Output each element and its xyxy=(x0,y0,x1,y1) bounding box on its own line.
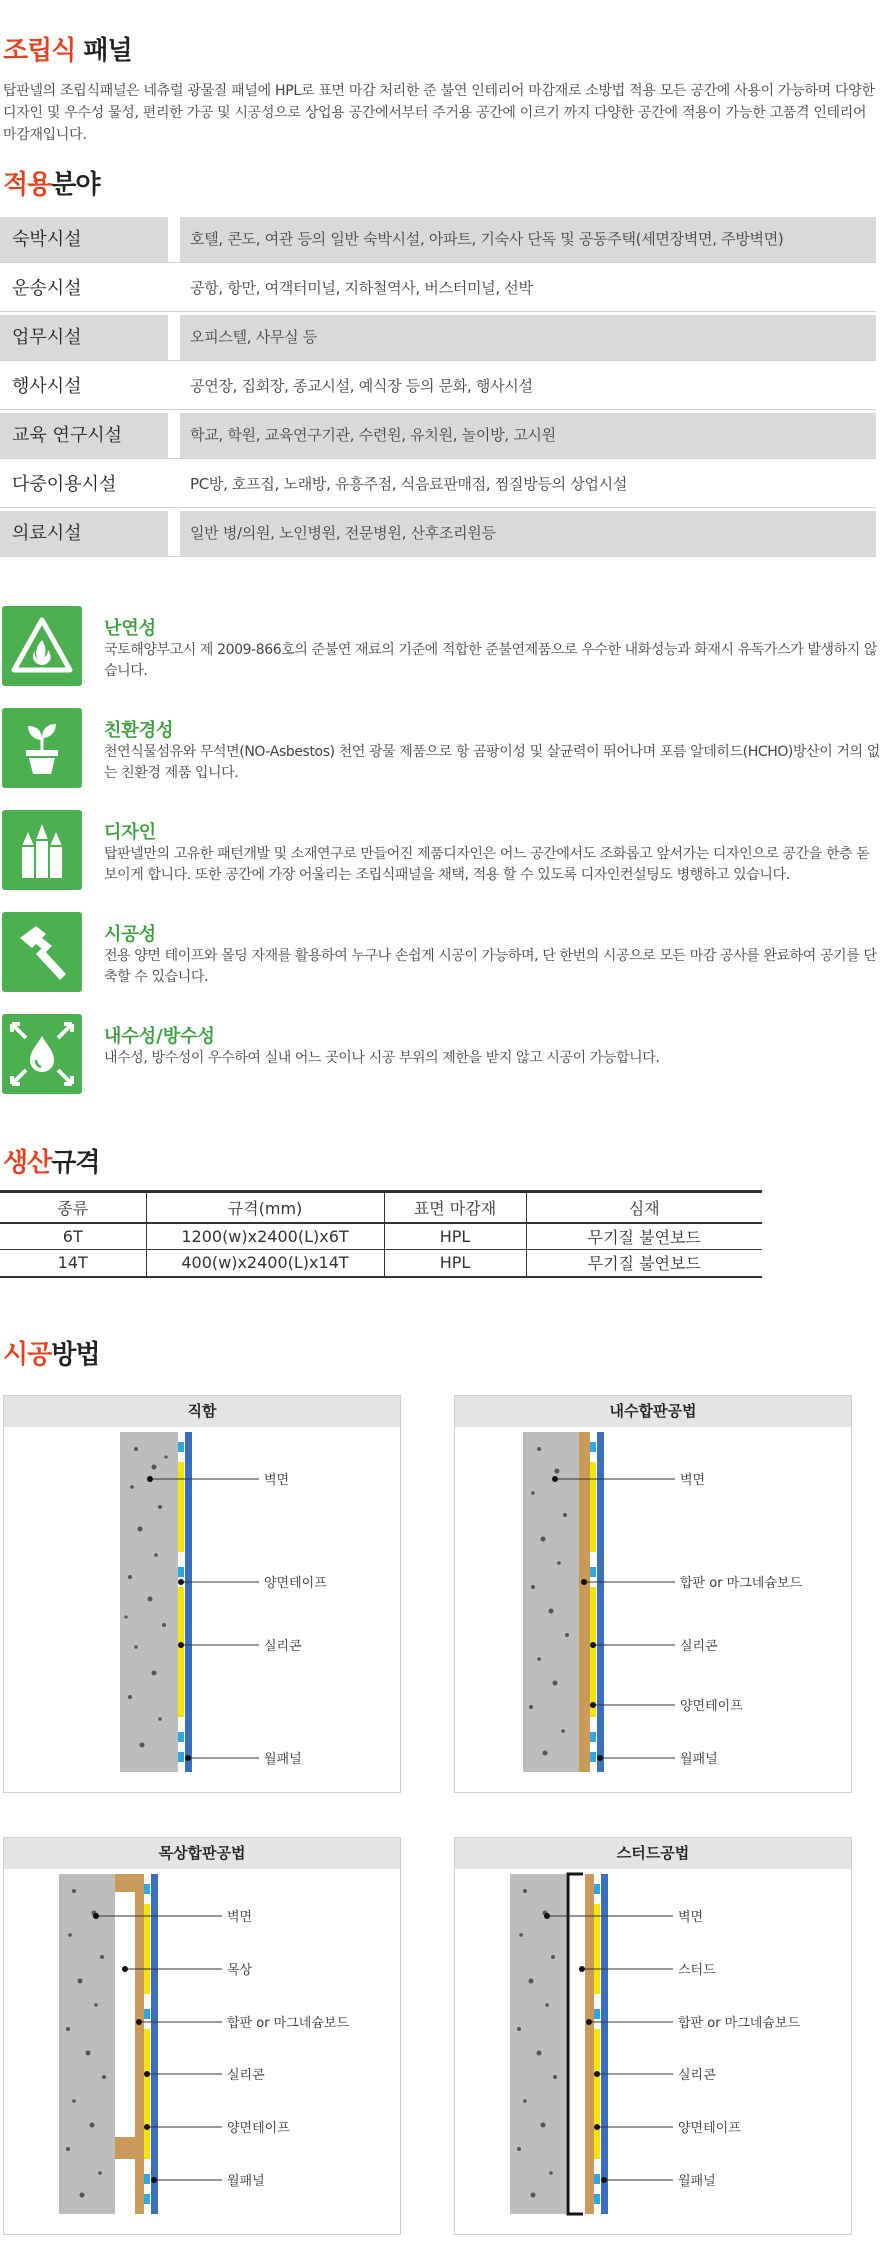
application-desc: PC방, 호프집, 노래방, 유흥주점, 식음료판매점, 찜질방등의 상업시설 xyxy=(190,475,628,493)
fire-warning-icon xyxy=(2,606,82,686)
layer-label: 실리콘 xyxy=(678,2068,716,2083)
spec-cell: 무기질 불연보드 xyxy=(526,1223,762,1250)
layer-label: 벽면 xyxy=(678,1910,704,1925)
section-title-panel: 조립식 패널 xyxy=(3,36,132,66)
hammer-icon xyxy=(2,912,82,992)
table-row xyxy=(0,1223,762,1250)
method-title: 내수합판공법 xyxy=(455,1396,851,1427)
method-title: 직함 xyxy=(4,1396,400,1427)
layer-label: 목상 xyxy=(227,1963,253,1978)
spec-table xyxy=(0,1190,762,1278)
method-title: 목상합판공법 xyxy=(4,1838,400,1869)
section-title-spec: 생산규격 xyxy=(3,1148,100,1178)
wall-layer xyxy=(523,1432,579,1772)
application-name: 업무시설 xyxy=(0,315,168,360)
panel-layer xyxy=(185,1432,192,1772)
spec-cell: HPL xyxy=(384,1223,526,1250)
layer-label: 벽면 xyxy=(227,1910,253,1925)
layer-label: 월패널 xyxy=(678,2174,716,2189)
feature-desc: 전용 양면 테이프와 몰딩 자재를 활용하여 누구나 손쉽게 시공이 가능하며, 단 한번의 시공으로 모든 마감 공사를 완료하여 공기를 단축할 수 있습니다. xyxy=(104,948,877,985)
layer-label: 스터드 xyxy=(678,1963,716,1978)
application-row xyxy=(0,413,876,459)
spec-cell: 400(w)x2400(L)x14T xyxy=(146,1250,384,1277)
wood-batten xyxy=(115,2137,135,2159)
application-desc: 일반 병/의원, 노인병원, 전문병원, 산후조리원등 xyxy=(180,511,876,556)
panel-layer xyxy=(597,1432,604,1772)
plywood-layer xyxy=(135,1874,144,2214)
application-name: 행사시설 xyxy=(12,376,82,397)
application-row xyxy=(0,315,876,361)
application-row xyxy=(0,511,876,557)
wall-layer xyxy=(510,1874,566,2214)
water-drop-icon xyxy=(2,1014,82,1094)
application-name: 다중이용시설 xyxy=(12,474,117,495)
spec-header: 심재 xyxy=(526,1192,762,1223)
layer-label: 실리콘 xyxy=(680,1639,718,1654)
layer-label: 합판 or 마그네슘보드 xyxy=(678,2016,801,2031)
stud-frame xyxy=(568,1874,583,2214)
layer-label: 합판 or 마그네슘보드 xyxy=(227,2016,350,2031)
spec-cell: 무기질 불연보드 xyxy=(526,1250,762,1277)
feature-title: 시공성 xyxy=(104,924,157,945)
spec-header-row xyxy=(0,1192,762,1223)
wall-layer xyxy=(59,1874,115,2214)
application-name: 운송시설 xyxy=(12,278,82,299)
application-desc: 공연장, 집회장, 종교시설, 예식장 등의 문화, 행사시설 xyxy=(190,377,533,395)
layer-label: 양면테이프 xyxy=(264,1576,327,1591)
plywood-layer xyxy=(585,1874,594,2214)
spec-header: 규격(mm) xyxy=(146,1192,384,1223)
intro-text: 탑판넬의 조립식패널은 네츄럴 광물질 패널에 HPL로 표면 마감 처리한 준 불연 인테리어 마감재로 소방법 적용 모든 공간에 사용이 가능하며 다양한 디자인 및 우수성 물성, 편리한 가공 및 시공성으로 상업용 공간에서부터 주거용 공간에 이르기 까지 다양한 공간에 적용이 가능한 고품격 인테리어 마감재입니다. xyxy=(3,83,875,143)
application-desc: 오피스텔, 사무실 등 xyxy=(180,315,876,360)
feature-title: 난연성 xyxy=(104,618,157,639)
application-name: 교육 연구시설 xyxy=(0,413,168,458)
layer-label: 월패널 xyxy=(227,2174,265,2189)
section-title-method: 시공방법 xyxy=(3,1340,100,1370)
application-row xyxy=(0,462,876,508)
layer-label: 벽면 xyxy=(264,1473,290,1488)
method-waterproof-plywood xyxy=(454,1395,852,1793)
method-direct-attach xyxy=(3,1395,401,1793)
application-desc: 학교, 학원, 교육연구기관, 수련원, 유치원, 놀이방, 고시원 xyxy=(180,413,876,458)
layer-label: 벽면 xyxy=(680,1473,706,1488)
application-row xyxy=(0,364,876,410)
feature-desc: 탑판넬만의 고유한 패턴개발 및 소재연구로 만들어진 제품디자인은 어느 공간에서도 조화롭고 앞서가는 디자인으로 공간을 한층 돋보이게 합니다. 또한 공간에 가장 어울리는 조립식패널을 채택, 적용 할 수 있도록 디자인컨설팅도 병행하고 있습니다. xyxy=(104,846,870,883)
feature-title: 내수성/방수성 xyxy=(104,1026,215,1047)
method-wood-frame-plywood xyxy=(3,1837,401,2235)
wood-batten xyxy=(115,1874,135,1892)
application-desc: 호텔, 콘도, 여관 등의 일반 숙박시설, 아파트, 기숙사 단독 및 공동주택(세면장벽면, 주방벽면) xyxy=(180,217,876,262)
layer-label: 양면테이프 xyxy=(227,2121,290,2136)
panel-layer xyxy=(151,1874,158,2214)
application-row xyxy=(0,266,876,312)
layer-label: 양면테이프 xyxy=(678,2121,741,2136)
plant-pot-icon xyxy=(2,708,82,788)
layer-label: 실리콘 xyxy=(227,2068,265,2083)
wall-layer xyxy=(120,1432,178,1772)
spec-cell: HPL xyxy=(384,1250,526,1277)
spec-cell: 1200(w)x2400(L)x6T xyxy=(146,1223,384,1250)
application-row xyxy=(0,217,876,263)
panel-layer xyxy=(601,1874,608,2214)
layer-label: 월패널 xyxy=(680,1752,718,1767)
layer-label: 합판 or 마그네슘보드 xyxy=(680,1576,803,1591)
layer-label: 양면테이프 xyxy=(680,1699,743,1714)
layer-label: 실리콘 xyxy=(264,1639,302,1654)
application-name: 의료시설 xyxy=(0,511,168,556)
method-stud xyxy=(454,1837,852,2235)
spec-header: 종류 xyxy=(0,1192,146,1223)
feature-title: 디자인 xyxy=(104,822,157,843)
layer-label: 월패널 xyxy=(264,1752,302,1767)
section-title-application: 적용분야 xyxy=(3,170,100,200)
spec-cell: 14T xyxy=(0,1250,146,1277)
feature-desc: 국토해양부고시 제 2009-866호의 준불연 재료의 기준에 적합한 준불연제품으로 우수한 내화성능과 화재시 유독가스가 발생하지 않습니다. xyxy=(104,642,878,679)
method-title: 스터드공법 xyxy=(455,1838,851,1869)
plywood-layer xyxy=(579,1432,590,1772)
application-desc: 공항, 항만, 여객터미널, 지하철역사, 버스터미널, 선박 xyxy=(190,279,533,297)
feature-desc: 내수성, 방수성이 우수하여 실내 어느 곳이나 시공 부위의 제한을 받지 않고 시공이 가능합니다. xyxy=(104,1050,660,1066)
feature-title: 친환경성 xyxy=(104,720,174,741)
feature-desc: 천연식물섬유와 무석면(NO-Asbestos) 천연 광물 제품으로 항 곰팡이성 및 살균력이 뛰어나며 포름 알데히드(HCHO)방산이 거의 없는 친환경 제품 입니다. xyxy=(104,744,880,781)
application-name: 숙박시설 xyxy=(0,217,168,262)
spec-header: 표면 마감재 xyxy=(384,1192,526,1223)
table-row xyxy=(0,1250,762,1277)
pencils-icon xyxy=(2,810,82,890)
spec-cell: 6T xyxy=(0,1223,146,1250)
